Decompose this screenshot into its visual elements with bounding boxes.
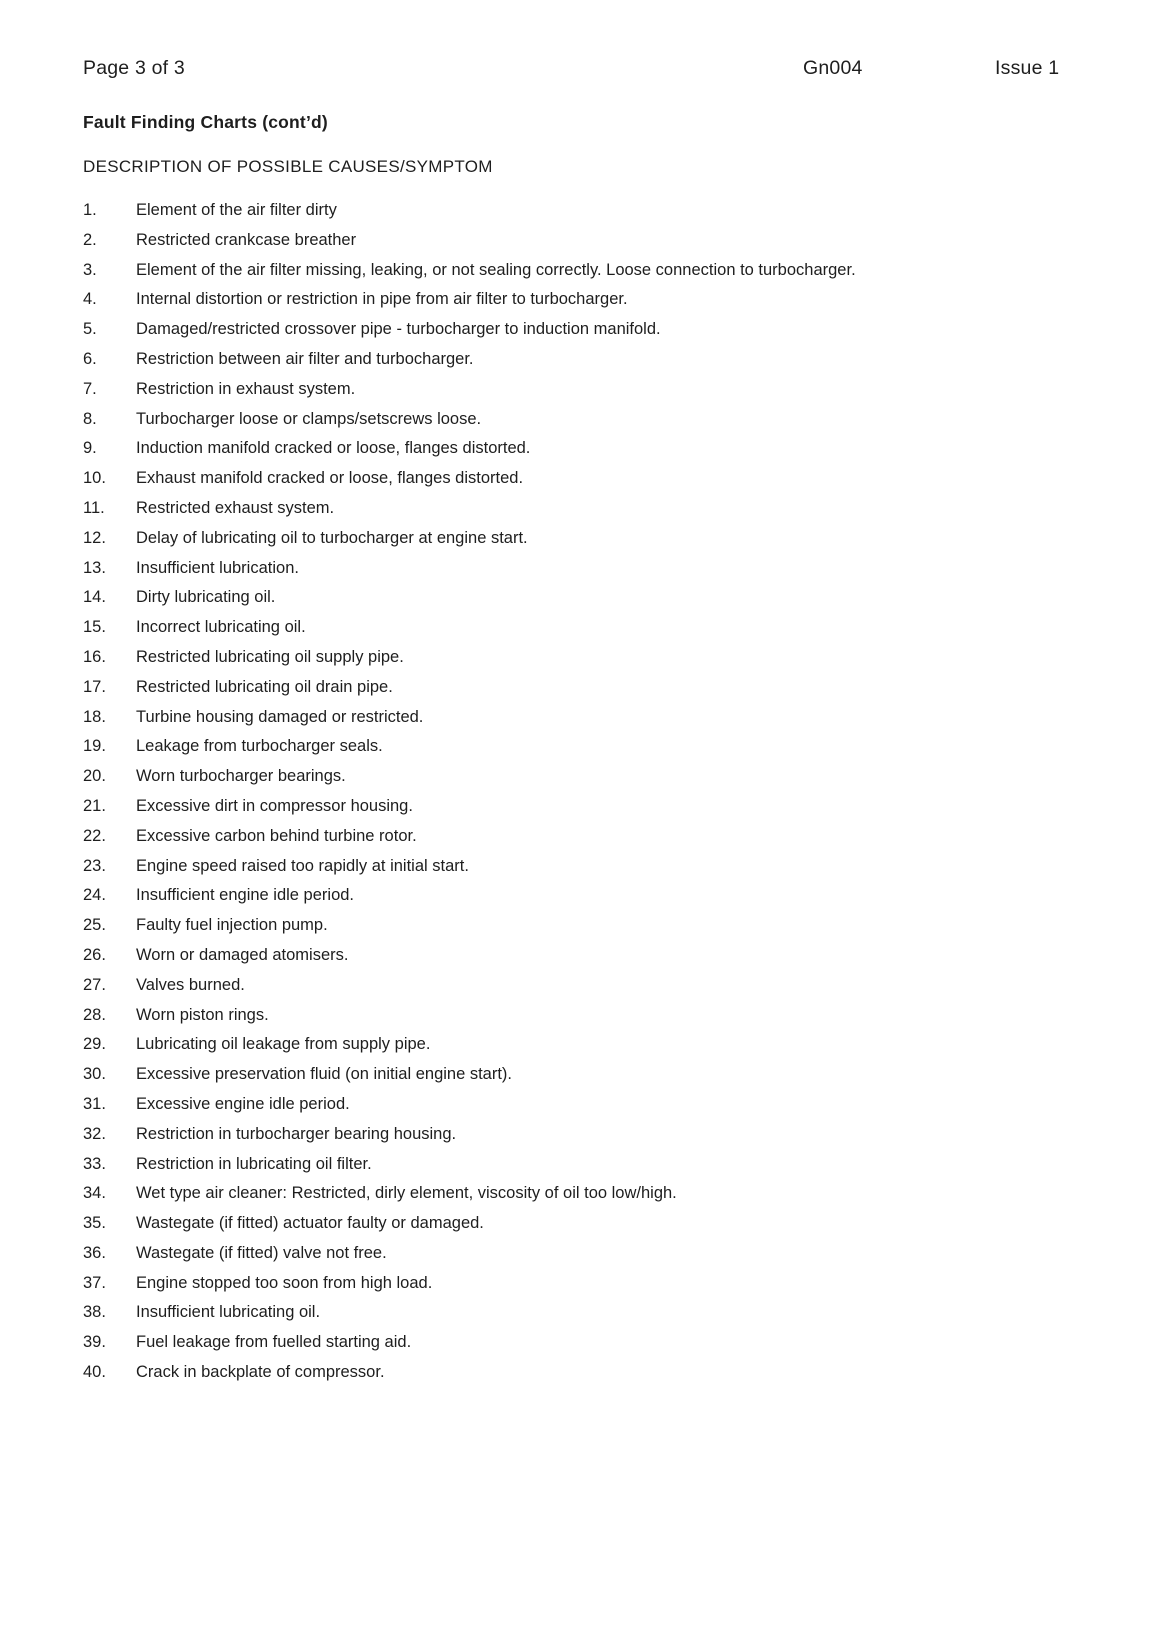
cause-list-item bbox=[83, 1269, 1097, 1299]
cause-list-item bbox=[83, 226, 1097, 256]
cause-text: Worn or damaged atomisers. bbox=[136, 945, 349, 964]
cause-number: 9. bbox=[83, 439, 97, 458]
cause-number: 26. bbox=[83, 945, 106, 964]
cause-number: 16. bbox=[83, 647, 106, 666]
document-code: Gn004 bbox=[803, 57, 863, 79]
cause-number: 18. bbox=[83, 707, 106, 726]
cause-text: Lubricating oil leakage from supply pipe. bbox=[136, 1035, 431, 1054]
cause-number: 3. bbox=[83, 260, 97, 279]
cause-list-item bbox=[83, 822, 1097, 852]
cause-list-item bbox=[83, 1328, 1097, 1358]
cause-text: Excessive carbon behind turbine rotor. bbox=[136, 826, 417, 845]
cause-text: Excessive dirt in compressor housing. bbox=[136, 796, 413, 815]
cause-number: 12. bbox=[83, 528, 106, 547]
page-number-label: Page 3 of 3 bbox=[83, 57, 185, 79]
cause-number: 32. bbox=[83, 1124, 106, 1143]
cause-number: 2. bbox=[83, 230, 97, 249]
cause-list-item bbox=[83, 434, 1097, 464]
cause-text: Excessive preservation fluid (on initial engine start). bbox=[136, 1065, 513, 1084]
cause-number: 7. bbox=[83, 379, 97, 398]
cause-list-item bbox=[83, 1209, 1097, 1239]
cause-list-item bbox=[83, 941, 1097, 971]
cause-list-item bbox=[83, 1090, 1097, 1120]
cause-text: Crack in backplate of compressor. bbox=[136, 1363, 385, 1382]
cause-text: Element of the air filter missing, leaking, or not sealing correctly. Loose connection to turbocharger. bbox=[136, 260, 856, 279]
cause-text: Insufficient lubrication. bbox=[136, 558, 299, 577]
cause-text: Insufficient lubricating oil. bbox=[136, 1303, 321, 1322]
cause-number: 35. bbox=[83, 1214, 106, 1233]
cause-text: Exhaust manifold cracked or loose, flanges distorted. bbox=[136, 469, 524, 488]
cause-text: Restricted lubricating oil drain pipe. bbox=[136, 677, 393, 696]
cause-text: Worn turbocharger bearings. bbox=[136, 767, 346, 786]
section-title: Fault Finding Charts (cont’d) bbox=[83, 112, 328, 132]
cause-number: 27. bbox=[83, 975, 106, 994]
cause-text: Leakage from turbocharger seals. bbox=[136, 737, 383, 756]
cause-list-item bbox=[83, 583, 1097, 613]
cause-list-item bbox=[83, 196, 1097, 226]
cause-text: Fuel leakage from fuelled starting aid. bbox=[136, 1333, 412, 1352]
cause-text: Engine stopped too soon from high load. bbox=[136, 1273, 433, 1292]
cause-number: 29. bbox=[83, 1035, 106, 1054]
cause-list-item bbox=[83, 285, 1097, 315]
cause-list-item bbox=[83, 1030, 1097, 1060]
cause-list-item bbox=[83, 405, 1097, 435]
cause-list-item bbox=[83, 375, 1097, 405]
cause-number: 1. bbox=[83, 201, 97, 219]
cause-text: Valves burned. bbox=[136, 975, 245, 994]
cause-number: 20. bbox=[83, 767, 106, 786]
section-subtitle: DESCRIPTION OF POSSIBLE CAUSES/SYMPTOM bbox=[83, 157, 493, 176]
cause-text: Internal distortion or restriction in pipe from air filter to turbocharger. bbox=[136, 290, 628, 309]
cause-text: Restriction in turbocharger bearing housing. bbox=[136, 1124, 457, 1143]
cause-list-item bbox=[83, 494, 1097, 524]
cause-list-item bbox=[83, 881, 1097, 911]
cause-text: Turbocharger loose or clamps/setscrews loose. bbox=[136, 409, 482, 428]
cause-list-item bbox=[83, 852, 1097, 882]
cause-text: Wastegate (if fitted) actuator faulty or damaged. bbox=[136, 1214, 484, 1233]
cause-list-item bbox=[83, 643, 1097, 673]
cause-number: 4. bbox=[83, 290, 97, 309]
cause-number: 28. bbox=[83, 1005, 106, 1024]
cause-number: 8. bbox=[83, 409, 97, 428]
cause-text: Restricted crankcase breather bbox=[136, 230, 357, 249]
cause-list-item bbox=[83, 792, 1097, 822]
cause-text: Restriction in lubricating oil filter. bbox=[136, 1154, 372, 1173]
cause-number: 24. bbox=[83, 886, 106, 905]
cause-number: 10. bbox=[83, 469, 106, 488]
cause-number: 19. bbox=[83, 737, 106, 756]
cause-list-item bbox=[83, 1001, 1097, 1031]
page-header bbox=[83, 57, 1072, 81]
cause-list-item bbox=[83, 345, 1097, 375]
cause-list-item bbox=[83, 1179, 1097, 1209]
cause-number: 14. bbox=[83, 588, 106, 607]
cause-list-item bbox=[83, 1150, 1097, 1180]
cause-list-item bbox=[83, 732, 1097, 762]
cause-number: 21. bbox=[83, 796, 106, 815]
cause-list-item bbox=[83, 613, 1097, 643]
cause-list-item bbox=[83, 554, 1097, 584]
cause-number: 39. bbox=[83, 1333, 106, 1352]
cause-number: 22. bbox=[83, 826, 106, 845]
cause-list-item bbox=[83, 464, 1097, 494]
cause-number: 34. bbox=[83, 1184, 106, 1203]
cause-text: Worn piston rings. bbox=[136, 1005, 269, 1024]
cause-list-item bbox=[83, 256, 1097, 286]
cause-text: Engine speed raised too rapidly at initial start. bbox=[136, 856, 469, 875]
cause-text: Dirty lubricating oil. bbox=[136, 588, 276, 607]
cause-text: Restriction in exhaust system. bbox=[136, 379, 356, 398]
cause-list-item bbox=[83, 1120, 1097, 1150]
cause-list-item bbox=[83, 911, 1097, 941]
cause-number: 36. bbox=[83, 1243, 106, 1262]
cause-number: 25. bbox=[83, 916, 106, 935]
cause-text: Delay of lubricating oil to turbocharger at engine start. bbox=[136, 528, 528, 547]
cause-number: 13. bbox=[83, 558, 106, 577]
cause-number: 15. bbox=[83, 618, 106, 637]
cause-text: Induction manifold cracked or loose, flanges distorted. bbox=[136, 439, 531, 458]
cause-number: 40. bbox=[83, 1363, 106, 1382]
cause-list-item bbox=[83, 762, 1097, 792]
causes-list bbox=[83, 196, 1097, 1388]
cause-number: 11. bbox=[83, 498, 105, 517]
cause-list-item bbox=[83, 1358, 1097, 1388]
cause-number: 30. bbox=[83, 1065, 106, 1084]
cause-number: 37. bbox=[83, 1273, 106, 1292]
cause-text: Restricted exhaust system. bbox=[136, 498, 335, 517]
cause-number: 23. bbox=[83, 856, 106, 875]
cause-list-item bbox=[83, 315, 1097, 345]
cause-list-item bbox=[83, 1239, 1097, 1269]
cause-text: Faulty fuel injection pump. bbox=[136, 916, 328, 935]
cause-text: Wet type air cleaner: Restricted, dirly element, viscosity of oil too low/high. bbox=[136, 1184, 677, 1203]
cause-list-item bbox=[83, 673, 1097, 703]
cause-number: 33. bbox=[83, 1154, 106, 1173]
cause-text: Element of the air filter dirty bbox=[136, 201, 337, 219]
cause-list-item bbox=[83, 524, 1097, 554]
cause-number: 6. bbox=[83, 349, 97, 368]
cause-text: Insufficient engine idle period. bbox=[136, 886, 355, 905]
cause-text: Turbine housing damaged or restricted. bbox=[136, 707, 424, 726]
cause-list-item bbox=[83, 971, 1097, 1001]
cause-list-item bbox=[83, 703, 1097, 733]
cause-number: 17. bbox=[83, 677, 106, 696]
cause-text: Incorrect lubricating oil. bbox=[136, 618, 306, 637]
cause-text: Excessive engine idle period. bbox=[136, 1094, 350, 1113]
cause-list-item bbox=[83, 1060, 1097, 1090]
cause-number: 5. bbox=[83, 320, 97, 339]
cause-text: Restriction between air filter and turbocharger. bbox=[136, 349, 474, 368]
cause-number: 38. bbox=[83, 1303, 106, 1322]
cause-list-item bbox=[83, 1298, 1097, 1328]
cause-number: 31. bbox=[83, 1094, 106, 1113]
cause-text: Restricted lubricating oil supply pipe. bbox=[136, 647, 404, 666]
cause-text: Damaged/restricted crossover pipe - turbocharger to induction manifold. bbox=[136, 320, 661, 339]
issue-label: Issue 1 bbox=[995, 57, 1060, 79]
cause-text: Wastegate (if fitted) valve not free. bbox=[136, 1243, 387, 1262]
